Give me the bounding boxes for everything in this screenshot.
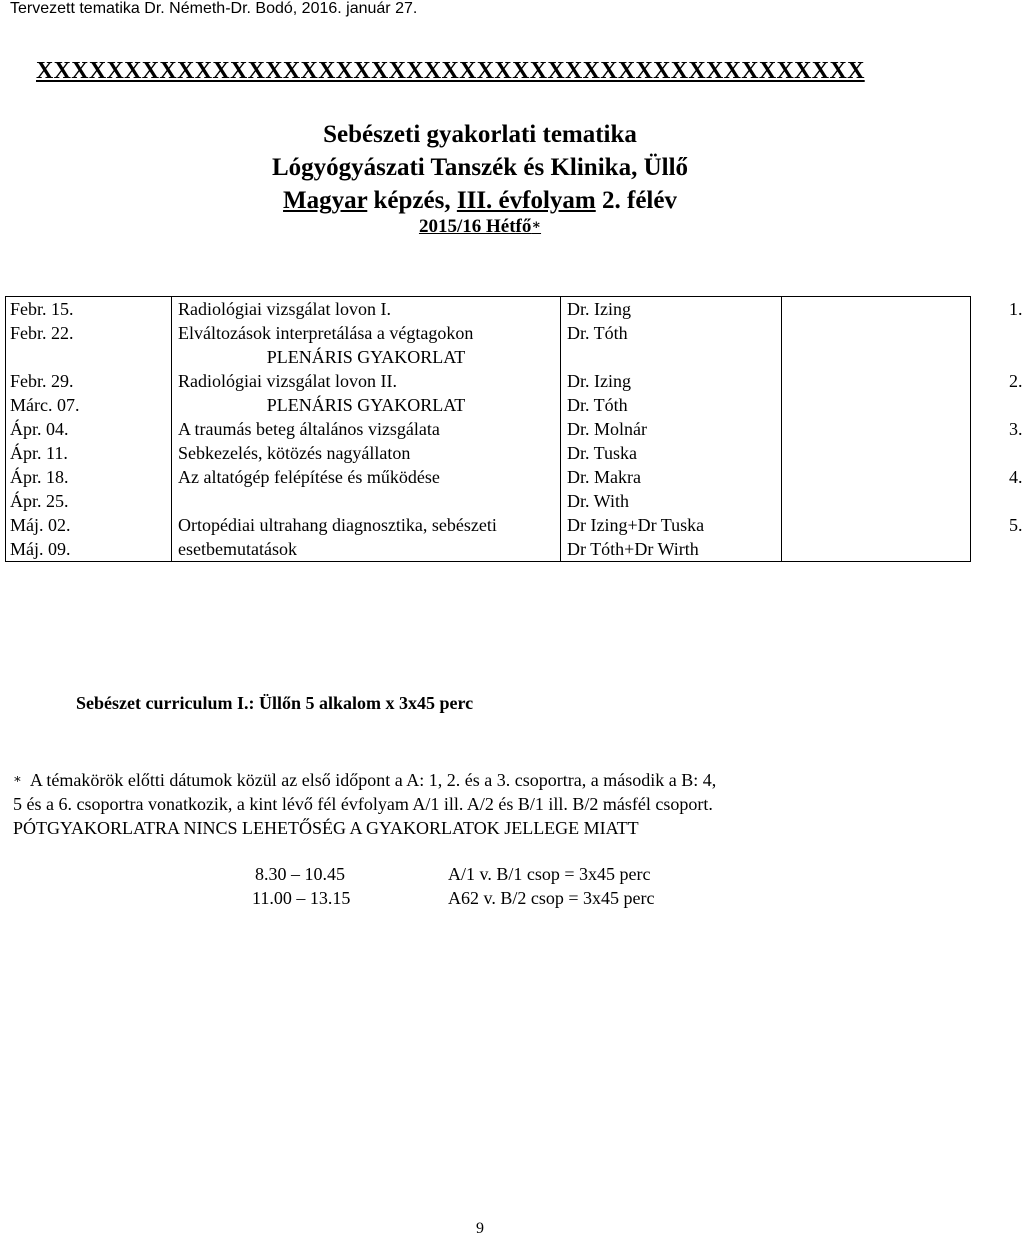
date: Ápr. 18. bbox=[10, 467, 69, 487]
date: Máj. 09. bbox=[10, 539, 71, 559]
date: Febr. 29. bbox=[10, 371, 74, 391]
separator-x-line: XXXXXXXXXXXXXXXXXXXXXXXXXXXXXXXXXXXXXXXXXXXXXXX bbox=[36, 58, 865, 84]
topics-cell bbox=[172, 297, 561, 418]
session-number: 4. bbox=[1009, 467, 1023, 487]
title-semester: 2. félév bbox=[595, 187, 677, 214]
topic: Ortopédiai ultrahang diagnosztika, sebészeti esetbemutatások bbox=[178, 515, 497, 559]
table-row bbox=[6, 465, 971, 513]
time-slot-row bbox=[255, 862, 654, 886]
date: Máj. 02. bbox=[10, 515, 71, 535]
note-line-3: PÓTGYAKORLATRA NINCS LEHETŐSÉG A GYAKORLATOK JELLEGE MIATT bbox=[13, 818, 639, 838]
topic: Radiológiai vizsgálat lovon II. bbox=[178, 371, 397, 391]
session-number-cell bbox=[782, 297, 1023, 418]
school-year-line bbox=[0, 216, 960, 238]
time-range: 8.30 – 10.45 bbox=[255, 864, 345, 884]
table-row bbox=[6, 513, 971, 562]
note-line-1: A témakörök előtti dátumok közül az első időpont a A: 1, 2. és a 3. csoportra, a második a B: 4, bbox=[29, 770, 717, 790]
doctors-cell bbox=[561, 297, 782, 418]
doctor: Dr. Tóth bbox=[567, 323, 628, 343]
note-line-2: 5 és a 6. csoportra vonatkozik, a kint lévő fél évfolyam A/1 ill. A/2 és B/1 ill. B/2 másfél csoport. bbox=[13, 794, 713, 814]
time-slots bbox=[252, 862, 655, 910]
schedule-table bbox=[5, 296, 1023, 562]
dates-cell bbox=[6, 297, 172, 418]
title-training: képzés, bbox=[367, 187, 457, 214]
doctor: Dr. Izing bbox=[567, 299, 631, 319]
doctor: Dr. Makra bbox=[567, 467, 641, 487]
date: Ápr. 04. bbox=[10, 419, 69, 439]
date: Febr. 15. bbox=[10, 299, 74, 319]
document-header: Tervezett tematika Dr. Németh-Dr. Bodó, 2016. január 27. bbox=[10, 0, 418, 17]
topic: A traumás beteg általános vizsgálata bbox=[178, 419, 440, 439]
title-language: Magyar bbox=[283, 187, 368, 214]
date: Márc. 07. bbox=[10, 395, 80, 415]
session-number: 1. bbox=[1009, 299, 1023, 319]
table-row bbox=[6, 297, 971, 418]
date: Ápr. 11. bbox=[10, 443, 68, 463]
topic: Radiológiai vizsgálat lovon I. bbox=[178, 299, 391, 319]
topic-plenary: PLENÁRIS GYAKORLAT bbox=[266, 347, 466, 367]
doctor: Dr. Tóth bbox=[567, 395, 628, 415]
doctor: Dr. Molnár bbox=[567, 419, 647, 439]
asterisk-icon: ∗ bbox=[13, 771, 22, 786]
session-number: 5. bbox=[1009, 515, 1023, 535]
doctor: Dr Tóth+Dr Wirth bbox=[567, 539, 699, 559]
session-number: 2. bbox=[1009, 371, 1023, 391]
title-line-1: Sebészeti gyakorlati tematika bbox=[323, 121, 637, 148]
date: Febr. 22. bbox=[10, 323, 74, 343]
school-year: 2015/16 Hétfő bbox=[418, 216, 532, 237]
title-year: III. évfolyam bbox=[456, 187, 596, 214]
doctor: Dr Izing+Dr Tuska bbox=[567, 515, 705, 535]
title-line-3 bbox=[0, 186, 960, 216]
table-row bbox=[6, 417, 971, 465]
session-number: 3. bbox=[1009, 419, 1023, 439]
date: Ápr. 25. bbox=[10, 491, 69, 511]
topic: Elváltozások interpretálása a végtagokon bbox=[178, 323, 474, 343]
doctor: Dr. Tuska bbox=[567, 443, 638, 463]
topic-plenary: PLENÁRIS GYAKORLAT bbox=[266, 395, 466, 415]
doctor: Dr. With bbox=[567, 491, 629, 511]
doctor: Dr. Izing bbox=[567, 371, 631, 391]
time-range: 11.00 – 13.15 bbox=[252, 888, 351, 908]
schedule-note bbox=[13, 767, 853, 840]
asterisk-icon: ∗ bbox=[531, 218, 542, 233]
topic: Az altatógép felépítése és működése bbox=[178, 467, 440, 487]
topic: Sebkezelés, kötözés nagyállaton bbox=[178, 443, 411, 463]
time-group: A/1 v. B/1 csop = 3x45 perc bbox=[448, 864, 651, 884]
time-slot-row bbox=[252, 886, 655, 910]
time-group: A62 v. B/2 csop = 3x45 perc bbox=[448, 888, 655, 908]
page-number: 9 bbox=[476, 1220, 484, 1237]
curriculum-summary: Sebészet curriculum I.: Üllőn 5 alkalom x 3x45 perc bbox=[76, 693, 474, 713]
title-line-2: Lógyógyászati Tanszék és Klinika, Üllő bbox=[271, 154, 689, 181]
